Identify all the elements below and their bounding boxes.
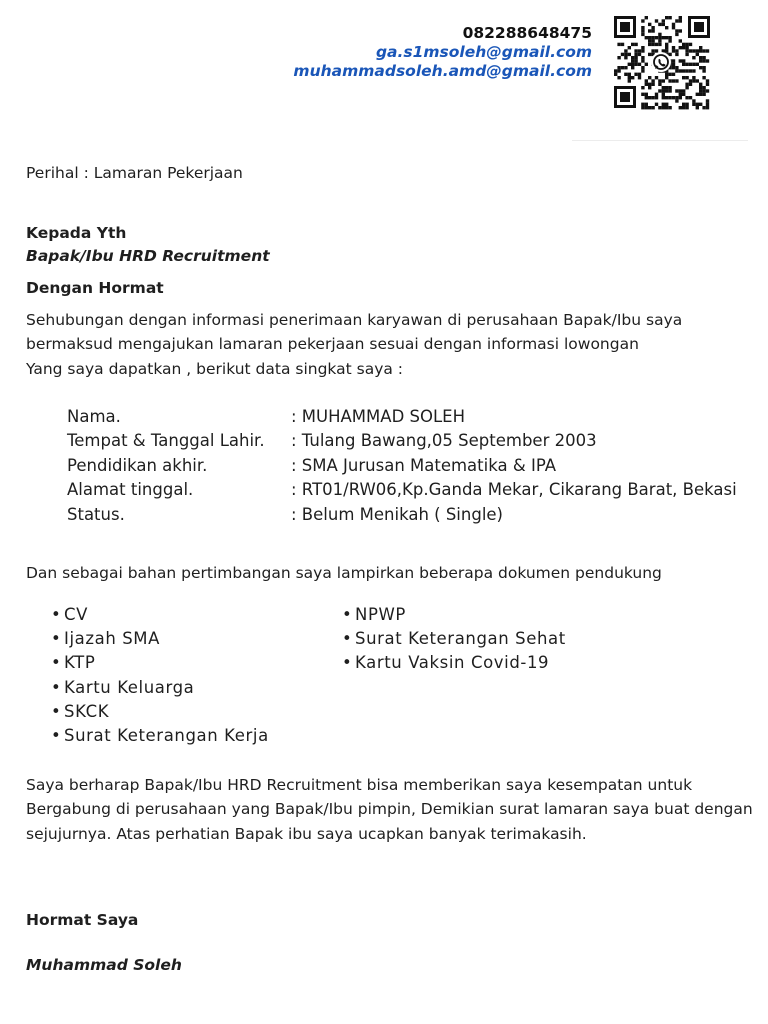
list-item: • Kartu Vaksin Covid-19 [342,651,566,675]
subject-line: Perihal : Lamaran Pekerjaan [26,164,243,182]
attachments-intro: Dan sebagai bahan pertimbangan saya lampirkan beberapa dokumen pendukung [26,564,662,582]
data-row-address [67,478,737,502]
phone-number: 082288648475 [462,24,592,42]
data-value: : Belum Menikah ( Single) [291,504,503,524]
intro-paragraph [26,308,762,381]
signature-name: Muhammad Soleh [26,956,182,974]
document-list-right [342,603,566,676]
list-item: • Kartu Keluarga [51,676,269,700]
recipient-name: Bapak/Ibu HRD Recruitment [26,247,270,265]
data-row-education [67,454,737,478]
intro-line: Sehubungan dengan informasi penerimaan karyawan di perusahaan Bapak/Ibu saya [26,311,683,329]
closing-paragraph [26,773,762,846]
list-item: • Ijazah SMA [51,627,269,651]
list-item: • SKCK [51,700,269,724]
closing-line: Saya berharap Bapak/Ibu HRD Recruitment bisa memberikan saya kesempatan untuk [26,776,693,794]
signoff: Hormat Saya [26,911,139,929]
bullet-icon: • [51,653,62,673]
bullet-icon: • [51,629,62,649]
data-value: : Tulang Bawang,05 September 2003 [291,431,597,451]
greeting: Dengan Hormat [26,279,164,297]
bullet-icon: • [342,629,353,649]
bullet-icon: • [342,605,353,624]
closing-line: Bergabung di perusahaan yang Bapak/Ibu pimpin, Demikian surat lamaran saya buat dengan [26,800,753,819]
data-label: Alamat tinggal. [67,480,194,500]
bullet-icon: • [51,605,62,624]
data-value: : SMA Jurusan Matematika & IPA [291,455,557,475]
bullet-icon: • [342,653,353,673]
data-row-name [67,405,737,429]
intro-line: bermaksud mengajukan lamaran pekerjaan sesuai dengan informasi lowongan [26,335,639,354]
intro-line: Yang saya dapatkan , berikut data singkat saya : [26,359,404,378]
data-row-birth [67,429,737,453]
data-label: Pendidikan akhir. [67,455,208,475]
data-label: Tempat & Tanggal Lahir. [67,431,265,451]
data-value: : MUHAMMAD SOLEH [291,407,466,426]
data-label: Nama. [67,407,121,426]
email-secondary[interactable]: muhammadsoleh.amd@gmail.com [293,62,592,80]
email-primary[interactable]: ga.s1msoleh@gmail.com [375,43,592,61]
recipient-label: Kepada Yth [26,224,127,242]
contact-block [293,24,592,81]
qr-code-icon [612,14,712,110]
data-row-status [67,503,737,527]
data-value: : RT01/RW06,Kp.Ganda Mekar, Cikarang Barat, Bekasi [291,480,737,500]
bullet-icon: • [51,726,62,746]
list-item: • CV [51,603,269,627]
personal-data-list [67,405,737,527]
closing-line: sejujurnya. Atas perhatian Bapak ibu saya ucapkan banyak terimakasih. [26,824,587,843]
divider [572,140,748,141]
bullet-icon: • [51,701,62,721]
list-item: • KTP [51,651,269,675]
document-list-left [51,603,269,748]
data-label: Status. [67,504,125,524]
bullet-icon: • [51,677,62,697]
list-item: • Surat Keterangan Sehat [342,627,566,651]
list-item: • NPWP [342,603,566,627]
list-item: • Surat Keterangan Kerja [51,724,269,748]
